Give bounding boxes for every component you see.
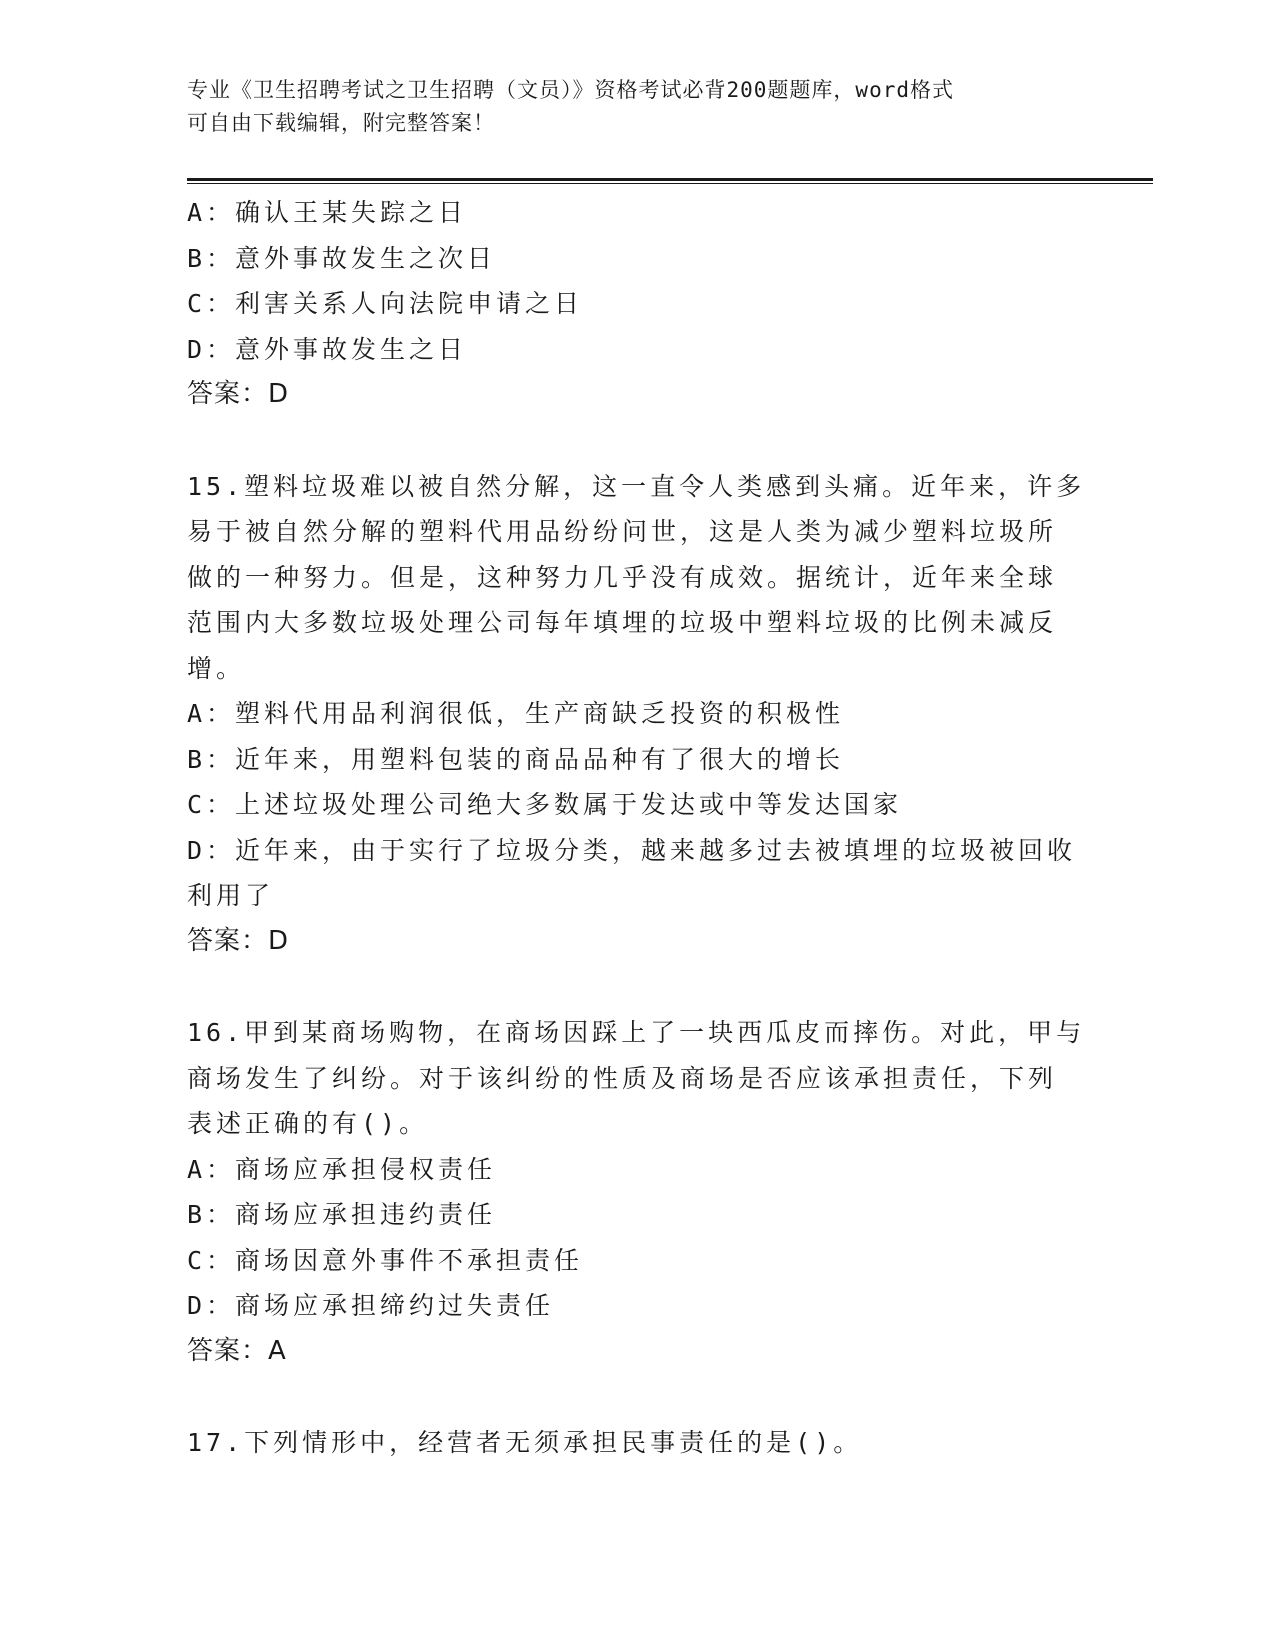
option-d: D：近年来，由于实行了垃圾分类，越来越多过去被填埋的垃圾被回收 [187,835,1077,865]
question-stem-line: 16.甲到某商场购物，在商场因踩上了一块西瓜皮而摔伤。对此，甲与 [187,1018,1086,1047]
option-d-continued: 利用了 [187,881,275,910]
answer-line: 答案：D [187,379,290,409]
question-gap [187,1374,1087,1420]
question-gap [187,418,1087,464]
question-stem-line: 增。 [187,653,246,683]
document-body [187,190,1087,1466]
option-b: B：近年来，用塑料包装的商品品种有了很大的增长 [187,744,845,774]
option-a: A：商场应承担侵权责任 [187,1154,497,1184]
option-a: A：确认王某失踪之日 [187,198,468,227]
header-title-line-1: 专业《卫生招聘考试之卫生招聘（文员）》资格考试必背200题题库，word格式 [187,78,954,102]
answer-line: 答案：A [187,1335,287,1366]
question-stem-line: 表述正确的有()。 [187,1109,429,1138]
option-c: C：商场因意外事件不承担责任 [187,1245,584,1275]
option-c: C：上述垃圾处理公司绝大多数属于发达或中等发达国家 [187,790,903,819]
option-d: D：意外事故发生之日 [187,334,468,364]
question-stem-line: 15.塑料垃圾难以被自然分解，这一直令人类感到头痛。近年来，许多 [187,471,1086,501]
option-b: B：意外事故发生之次日 [187,243,497,273]
question-stem-line: 做的一种努力。但是，这种努力几乎没有成效。据统计，近年来全球 [187,562,1058,592]
question-stem-line: 商场发生了纠纷。对于该纠纷的性质及商场是否应该承担责任，下列 [187,1063,1058,1093]
option-c: C：利害关系人向法院申请之日 [187,289,584,318]
question-stem-line: 易于被自然分解的塑料代用品纷纷问世，这是人类为减少塑料垃圾所 [187,517,1058,546]
question-17 [187,1420,1087,1466]
header-divider [187,178,1153,184]
question-stem-line: 17.下列情形中，经营者无须承担民事责任的是()。 [187,1428,863,1457]
option-b: B：商场应承担违约责任 [187,1200,497,1229]
answer-line: 答案：D [187,925,290,956]
option-d: D：商场应承担缔约过失责任 [187,1291,555,1320]
question-gap [187,964,1087,1010]
header-title-line-2: 可自由下载编辑，附完整答案！ [187,111,495,135]
question-14 [187,190,1087,418]
option-a: A：塑料代用品利润很低，生产商缺乏投资的积极性 [187,699,845,728]
question-15 [187,464,1087,965]
question-16 [187,1010,1087,1374]
question-stem-line: 范围内大多数垃圾处理公司每年填埋的垃圾中塑料垃圾的比例未减反 [187,608,1058,637]
document-header [187,74,1067,140]
